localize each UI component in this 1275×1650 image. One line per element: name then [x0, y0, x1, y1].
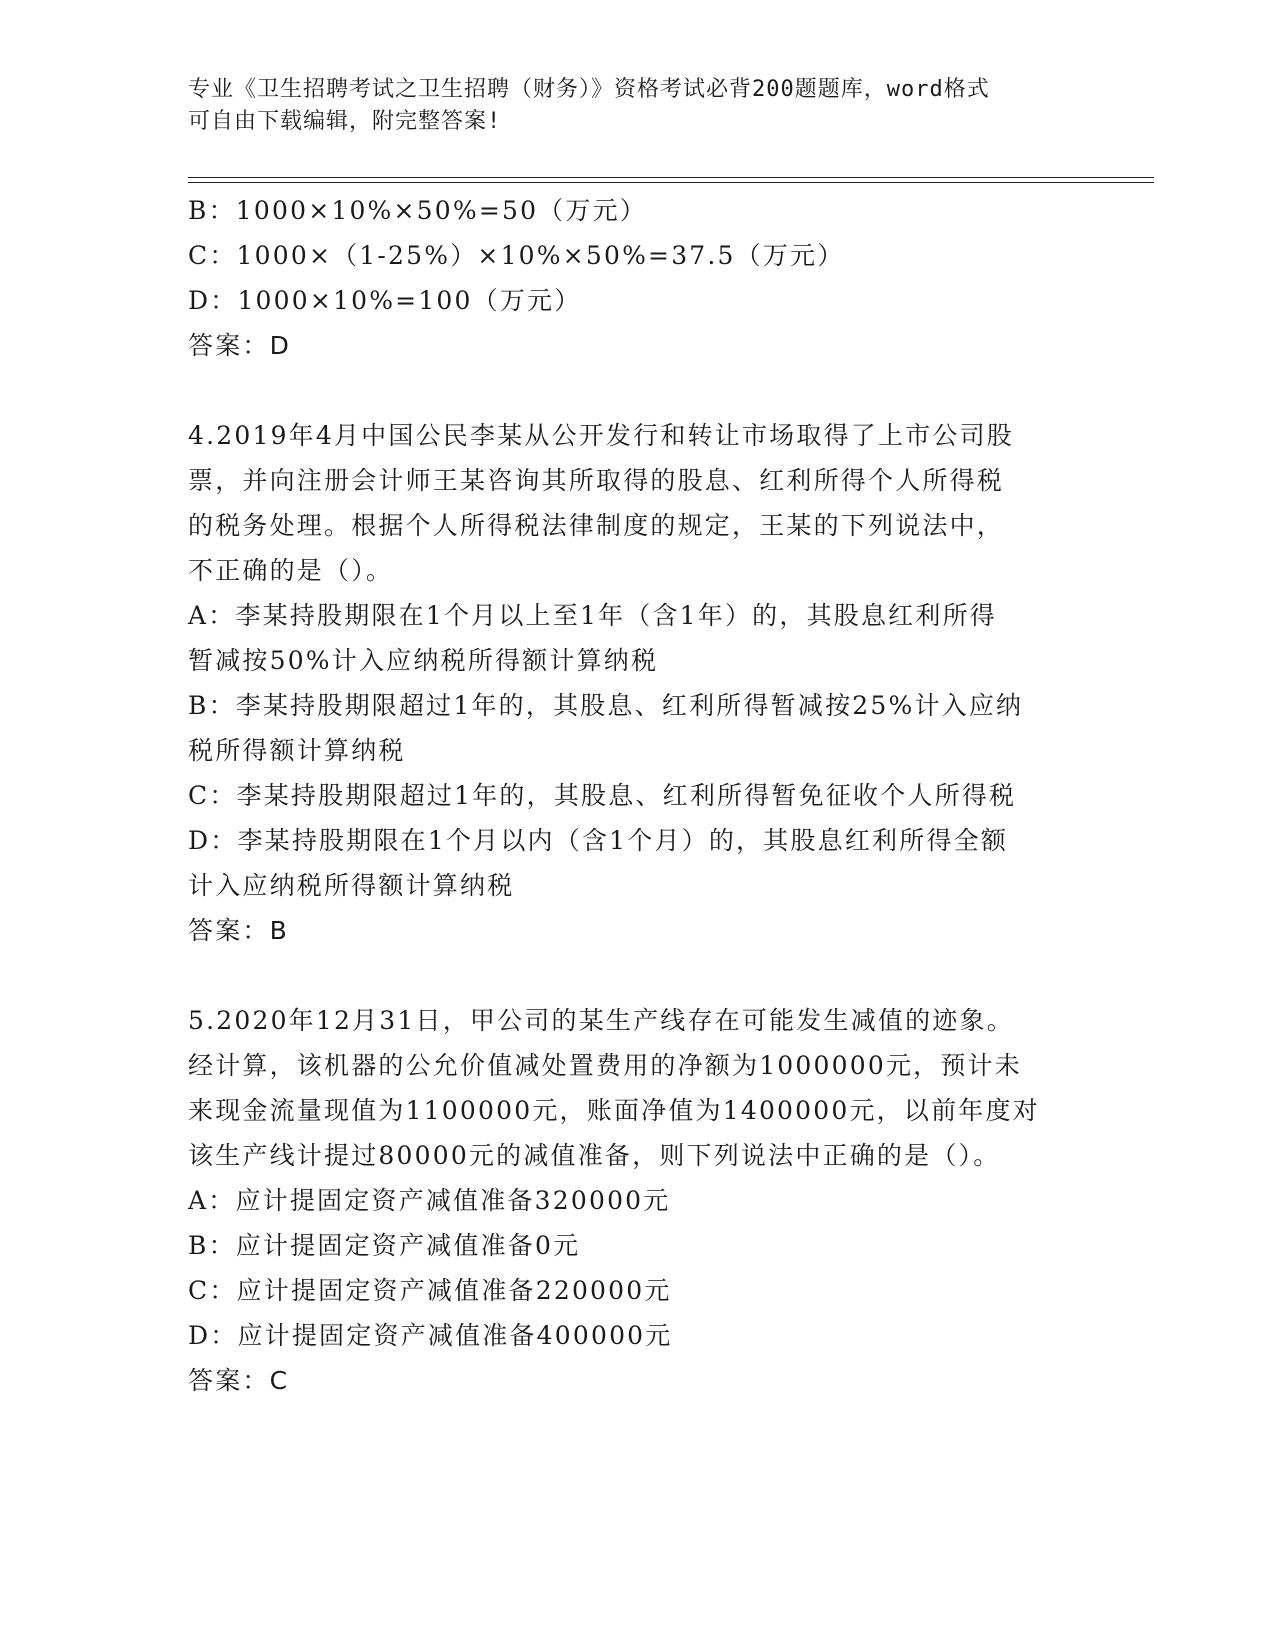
question-stem-line: 经计算，该机器的公允价值减处置费用的净额为1000000元，预计未	[188, 1051, 1022, 1080]
question-stem-line: 4.2019年4月中国公民李某从公开发行和转让市场取得了上市公司股	[188, 421, 1014, 450]
answer-label: 答案：B	[188, 916, 289, 945]
question-stem-line: 该生产线计提过80000元的减值准备，则下列说法中正确的是（）。	[188, 1141, 1001, 1170]
option-a: A：应计提固定资产减值准备320000元	[188, 1186, 671, 1215]
option-c: C：1000×（1-25%）×10%×50%=37.5（万元）	[188, 241, 845, 270]
header-line-1: 专业《卫生招聘考试之卫生招聘（财务）》资格考试必背200题题库，word格式	[188, 77, 990, 102]
answer-label: 答案：D	[188, 331, 292, 360]
question-5	[188, 998, 1088, 1403]
spacer	[188, 953, 1088, 998]
question-stem-line: 的税务处理。根据个人所得税法律制度的规定，王某的下列说法中，	[188, 511, 1005, 540]
question-stem-line: 不正确的是（）。	[188, 556, 394, 585]
answer-label: 答案：C	[188, 1366, 290, 1395]
document-body	[188, 188, 1088, 1403]
header-divider-top	[188, 177, 1154, 178]
option-line: B：李某持股期限超过1年的，其股息、红利所得暂减按25%计入应纳	[188, 691, 1024, 720]
question-stem-line: 5.2020年12月31日，甲公司的某生产线存在可能发生减值的迹象。	[188, 1006, 1014, 1035]
header-line-2: 可自由下载编辑，附完整答案!	[188, 109, 502, 134]
option-b: B：应计提固定资产减值准备0元	[188, 1231, 581, 1260]
question-stem-line: 票，并向注册会计师王某咨询其所取得的股息、红利所得个人所得税	[188, 466, 1005, 495]
option-d: D：应计提固定资产减值准备400000元	[188, 1321, 673, 1350]
option-line: A：李某持股期限在1个月以上至1年（含1年）的，其股息红利所得	[188, 601, 997, 630]
header-divider-bottom	[188, 182, 1154, 183]
question-stem-line: 来现金流量现值为1100000元，账面净值为1400000元，以前年度对	[188, 1096, 1040, 1125]
option-d: D：1000×10%=100（万元）	[188, 286, 582, 315]
option-line: 税所得额计算纳税	[188, 736, 406, 765]
option-b: B：1000×10%×50%=50（万元）	[188, 196, 647, 225]
question-4	[188, 413, 1088, 953]
option-line: 暂减按50%计入应纳税所得额计算纳税	[188, 646, 659, 675]
option-line: C：李某持股期限超过1年的，其股息、红利所得暂免征收个人所得税	[188, 781, 1017, 810]
spacer	[188, 368, 1088, 413]
option-c: C：应计提固定资产减值准备220000元	[188, 1276, 672, 1305]
question-3-tail	[188, 188, 1088, 368]
option-line: 计入应纳税所得额计算纳税	[188, 871, 515, 900]
page-header	[188, 74, 1068, 138]
option-line: D：李某持股期限在1个月以内（含1个月）的，其股息红利所得全额	[188, 826, 1009, 855]
